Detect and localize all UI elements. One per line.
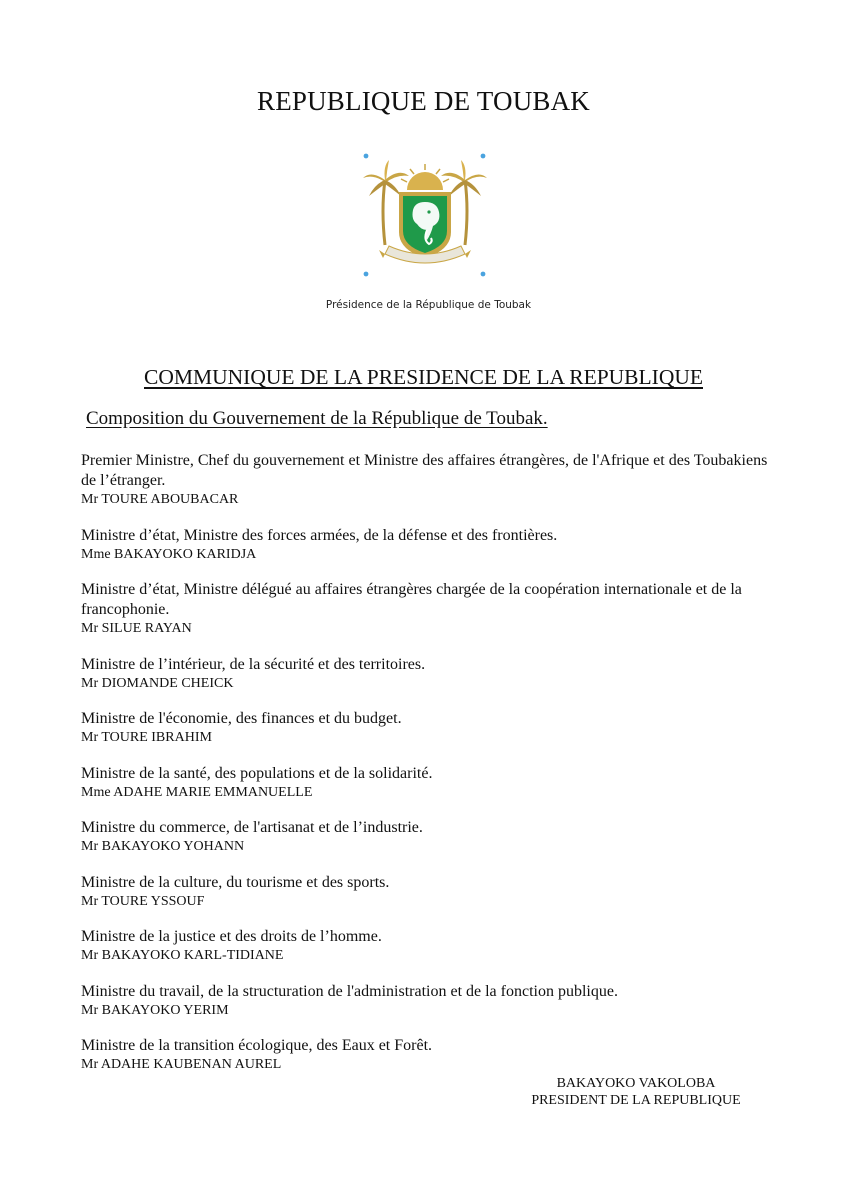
minister-title: Ministre d’état, Ministre délégué au affaires étrangères chargée de la coopération internationale et de la francophonie. [81,581,742,618]
minister-title: Ministre de l'économie, des finances et du budget. [81,710,402,727]
corner-dot [481,272,486,277]
minister-entry [81,709,771,746]
page-title: REPUBLIQUE DE TOUBAK [256,86,590,116]
minister-name: Mr BAKAYOKO YERIM [81,1002,229,1018]
minister-entry [81,1036,771,1073]
minister-name: Mme ADAHE MARIE EMMANUELLE [81,784,313,800]
minister-title: Ministre de l’intérieur, de la sécurité et des territoires. [81,655,426,673]
minister-title: Ministre de la transition écologique, des Eaux et Forêt. [81,1037,433,1054]
signature-role: PRESIDENT DE LA REPUBLIQUE [531,1093,741,1108]
minister-title: Ministre du travail, de la structuration de l'administration et de la fonction publique. [81,982,618,1000]
shield-icon [399,192,451,258]
signature-block [518,1075,754,1109]
minister-list [81,451,771,1091]
rising-sun-icon [401,164,449,190]
minister-entry [81,764,771,801]
minister-name: Mme BAKAYOKO KARIDJA [81,546,257,562]
composition-subtitle: Composition du Gouvernement de la République de Toubak. [86,408,548,429]
minister-entry [81,655,771,692]
corner-dot [364,154,369,159]
coat-of-arms-emblem [355,150,495,280]
minister-entry [81,580,771,637]
minister-title: Ministre de la santé, des populations et de la solidarité. [81,764,433,782]
minister-name: Mr TOURE YSSOUF [81,893,205,909]
minister-title: Ministre de la justice et des droits de l’homme. [81,928,382,945]
communique-title: COMMUNIQUE DE LA PRESIDENCE DE LA REPUBLIQUE [144,365,703,389]
signature-name: BAKAYOKO VAKOLOBA [556,1076,716,1091]
minister-name: Mr TOURE IBRAHIM [81,730,212,745]
minister-name: Mr BAKAYOKO YOHANN [81,839,245,854]
minister-name: Mr DIOMANDE CHEICK [81,675,234,691]
minister-name: Mr SILUE RAYAN [81,621,192,636]
emblem-caption: Présidence de la République de Toubak [325,299,532,311]
minister-entry [81,873,771,910]
minister-name: Mr BAKAYOKO KARL-TIDIANE [81,948,284,963]
minister-entry [81,982,771,1019]
corner-dot [481,154,486,159]
minister-title: Premier Ministre, Chef du gouvernement et Ministre des affaires étrangères, de l'Afrique et des Toubakiens de l’étranger. [81,452,768,489]
minister-entry [81,927,771,964]
corner-dot [364,272,369,277]
minister-title: Ministre d’état, Ministre des forces armées, de la défense et des frontières. [81,526,558,544]
minister-name: Mr TOURE ABOUBACAR [81,492,239,507]
minister-name: Mr ADAHE KAUBENAN AUREL [81,1057,282,1072]
minister-entry [81,818,771,855]
minister-title: Ministre du commerce, de l'artisanat et de l’industrie. [81,819,423,836]
minister-title: Ministre de la culture, du tourisme et des sports. [81,873,390,891]
minister-entry [81,526,771,563]
minister-entry [81,451,771,508]
